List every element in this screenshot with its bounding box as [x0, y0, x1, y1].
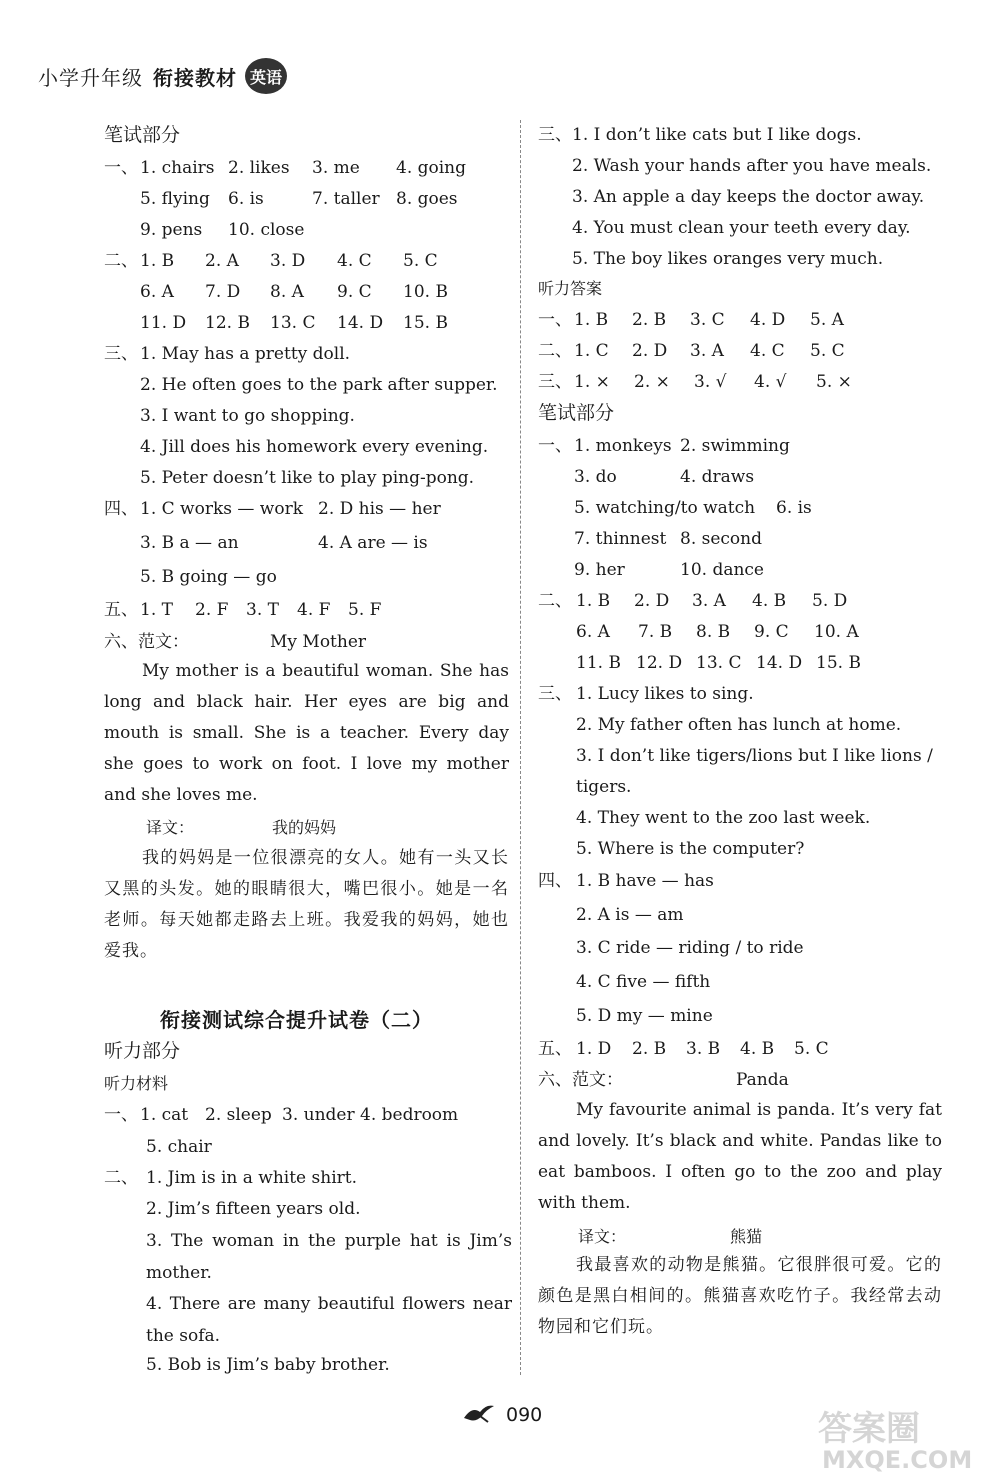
answer: 1. T — [140, 600, 173, 620]
answer: 9. her — [574, 560, 625, 580]
answer: 2. swimming — [680, 436, 790, 456]
answer: 5. D — [812, 591, 848, 611]
answer: 13. C — [270, 313, 316, 333]
answer: 8. second — [680, 529, 762, 549]
page-number: 090 — [506, 1404, 543, 1426]
translation-text: 我的妈妈是一位很漂亮的女人。她有一头又长又黑的头发。她的眼睛很大，嘴巴很小。她是一名老师。每天她都走路去上班。我爱我的妈妈，她也爱我。 — [104, 848, 509, 961]
correction: 3. B a — an — [140, 533, 239, 553]
section-label: 三、 — [538, 372, 572, 392]
sentence: 3. An apple a day keeps the doctor away. — [572, 187, 925, 207]
answer: 7. thinnest — [574, 529, 667, 549]
correction: 5. B going — go — [140, 567, 277, 587]
sentence: 1. I don’t like cats but I like dogs. — [572, 125, 862, 145]
answer: 3. D — [270, 251, 306, 271]
answer: 15. B — [816, 653, 861, 673]
sentence: 3. I want to go shopping. — [140, 406, 355, 426]
correction: 4. C five — fifth — [576, 972, 711, 992]
answer: 6. A — [140, 282, 174, 302]
answer: 4. √ — [754, 372, 787, 392]
answer: 1. chairs — [140, 158, 215, 178]
answer: 4. bedroom — [360, 1105, 459, 1125]
answer: 12. D — [636, 653, 683, 673]
answer: 1. B — [574, 310, 609, 330]
answer: 10. A — [814, 622, 859, 642]
section-label: 二、 — [104, 251, 138, 271]
section-label: 六、范文： — [104, 632, 189, 652]
listening-answers-title: 听力答案 — [538, 279, 603, 298]
section-label: 一、 — [538, 436, 572, 456]
answer: 1. B — [576, 591, 611, 611]
answer: 15. B — [403, 313, 448, 333]
swallow-icon — [462, 1402, 496, 1428]
sentence: 5. The boy likes oranges very much. — [572, 249, 884, 269]
subject-badge: 英语 — [245, 58, 287, 94]
answer: 3. me — [312, 158, 360, 178]
section-label: 一、 — [104, 1105, 138, 1125]
answer: 5. flying — [140, 189, 210, 209]
answer: 7. taller — [312, 189, 380, 209]
answer: 4. going — [396, 158, 467, 178]
correction: 2. D his — her — [318, 499, 441, 519]
material-title: 听力材料 — [104, 1074, 169, 1093]
section-label: 一、 — [104, 158, 138, 178]
translation-title: 我的妈妈 — [272, 818, 337, 837]
answer: 3. A — [690, 341, 724, 361]
answer: 3. √ — [694, 372, 727, 392]
watermark-url: MXQE.COM — [822, 1446, 973, 1474]
essay-title: Panda — [736, 1070, 789, 1090]
essay-text: My mother is a beautiful woman. She has long and black hair. Her eyes are big and mouth is small. She is a teacher. Every day she goes to work on foot. I love my mother and she loves me. — [104, 661, 509, 805]
answer: 8. B — [696, 622, 731, 642]
section-label: 一、 — [538, 310, 572, 330]
answer: 3. do — [574, 467, 617, 487]
essay-title: My Mother — [270, 632, 367, 652]
answer: 2. sleep — [205, 1105, 272, 1125]
sentence: 3. I don’t like tigers/lions but I like lions / — [576, 746, 933, 766]
answer: 7. B — [638, 622, 673, 642]
answer: 5. C — [810, 341, 845, 361]
answer: 5. C — [403, 251, 438, 271]
answer: 3. B — [686, 1039, 721, 1059]
answer: 1. × — [574, 372, 610, 392]
section-label: 三、 — [104, 344, 138, 364]
answer: 9. pens — [140, 220, 203, 240]
answer: 2. likes — [228, 158, 290, 178]
section-label: 四、 — [104, 499, 138, 519]
sentence: 2. He often goes to the park after supper. — [140, 375, 498, 395]
answer: 2. A — [205, 251, 239, 271]
answer: 11. B — [576, 653, 621, 673]
correction: 1. B have — has — [576, 871, 714, 891]
answer: 4. B — [752, 591, 787, 611]
sentence: 2. Jim’s fifteen years old. — [146, 1199, 361, 1219]
answer: 9. C — [337, 282, 372, 302]
answer: 5. watching/to watch — [574, 498, 756, 518]
answer: 1. C — [574, 341, 609, 361]
answer: 5. chair — [146, 1137, 212, 1157]
answer: 10. B — [403, 282, 448, 302]
answer: 2. × — [634, 372, 670, 392]
answer: 4. B — [740, 1039, 775, 1059]
sentence: 4. They went to the zoo last week. — [576, 808, 871, 828]
section-label: 六、范文： — [538, 1070, 623, 1090]
watermark-title: 答案圈 — [818, 1409, 920, 1449]
correction: 1. C works — work — [140, 499, 303, 519]
correction: 3. C ride — riding / to ride — [576, 938, 804, 958]
answer: 5. F — [348, 600, 382, 620]
sentence: 5. Bob is Jim’s baby brother. — [146, 1355, 390, 1375]
answer: 4. C — [750, 341, 785, 361]
section-label: 二、 — [538, 341, 572, 361]
section-label: 五、 — [104, 600, 138, 620]
exam-title: 衔接测试综合提升试卷（二） — [160, 1008, 433, 1032]
answer: 14. D — [337, 313, 384, 333]
answer: 3. C — [690, 310, 725, 330]
section-label: 二、 — [538, 591, 572, 611]
answer: 6. is — [228, 189, 264, 209]
answer: 3. A — [692, 591, 726, 611]
answer: 2. B — [632, 310, 667, 330]
answer: 5. A — [810, 310, 844, 330]
answer: 2. D — [634, 591, 670, 611]
answer: 13. C — [696, 653, 742, 673]
translation-label: 译文： — [578, 1227, 627, 1246]
answer: 1. cat — [140, 1105, 189, 1125]
answer: 7. D — [205, 282, 241, 302]
essay-text: My favourite animal is panda. It’s very fat and lovely. It’s black and white. Pandas like to eat bamboos. I often go to the zoo and play with them. — [538, 1100, 942, 1213]
sentence: 4. You must clean your teeth every day. — [572, 218, 911, 238]
translation-title: 熊猫 — [730, 1227, 763, 1246]
answer: 4. F — [297, 600, 331, 620]
series-label: 小学升年级 — [38, 65, 143, 90]
book-label: 衔接教材 — [153, 65, 237, 90]
answer: 12. B — [205, 313, 250, 333]
answer: 4. draws — [680, 467, 755, 487]
sentence: 4. There are many beautiful flowers near the sofa. — [146, 1294, 512, 1346]
answer: 2. B — [632, 1039, 667, 1059]
sentence: 3. The woman in the purple hat is Jim’s mother. — [146, 1231, 512, 1283]
answer: 8. goes — [396, 189, 458, 209]
answer: 2. F — [195, 600, 229, 620]
section-label: 五、 — [538, 1039, 572, 1059]
section-label: 二、 — [104, 1168, 138, 1188]
answer: 1. B — [140, 251, 175, 271]
translation-label: 译文： — [146, 818, 195, 837]
answer: 1. D — [576, 1039, 612, 1059]
answer: 4. C — [337, 251, 372, 271]
sentence: 1. Jim is in a white shirt. — [146, 1168, 357, 1188]
answer: 5. × — [816, 372, 852, 392]
listening-section-title: 听力部分 — [104, 1040, 181, 1062]
sentence: 4. Jill does his homework every evening. — [140, 437, 489, 457]
correction: 4. A are — is — [318, 533, 428, 553]
sentence: 1. Lucy likes to sing. — [576, 684, 754, 704]
sentence: 1. May has a pretty doll. — [140, 344, 351, 364]
answer: 10. dance — [680, 560, 764, 580]
sentence: tigers. — [576, 777, 632, 797]
sentence: 2. Wash your hands after you have meals. — [572, 156, 932, 176]
watermark-logo — [808, 1402, 988, 1474]
correction: 5. D my — mine — [576, 1006, 713, 1026]
answer: 10. close — [228, 220, 305, 240]
section-label: 四、 — [538, 871, 572, 891]
written-section-title: 笔试部分 — [104, 124, 181, 146]
sentence: 2. My father often has lunch at home. — [576, 715, 902, 735]
translation-text: 我最喜欢的动物是熊猫。它很胖很可爱。它的颜色是黑白相间的。熊猫喜欢吃竹子。我经常去动物园和它们玩。 — [538, 1255, 942, 1337]
sentence: 5. Peter doesn’t like to play ping-pong. — [140, 468, 475, 488]
section-label: 三、 — [538, 125, 572, 145]
answer: 8. A — [270, 282, 304, 302]
written-section-title: 笔试部分 — [538, 402, 615, 424]
answer: 14. D — [756, 653, 803, 673]
sentence: 5. Where is the computer? — [576, 839, 805, 859]
answer: 6. is — [776, 498, 812, 518]
answer: 9. C — [754, 622, 789, 642]
section-label: 三、 — [538, 684, 572, 704]
correction: 2. A is — am — [576, 905, 684, 925]
page-footer — [462, 1402, 542, 1428]
answer: 2. D — [632, 341, 668, 361]
answer: 11. D — [140, 313, 187, 333]
answer: 6. A — [576, 622, 610, 642]
answer: 4. D — [750, 310, 786, 330]
answer: 3. T — [246, 600, 279, 620]
answer: 1. monkeys — [574, 436, 672, 456]
answer: 3. under — [282, 1105, 355, 1125]
answer: 5. C — [794, 1039, 829, 1059]
